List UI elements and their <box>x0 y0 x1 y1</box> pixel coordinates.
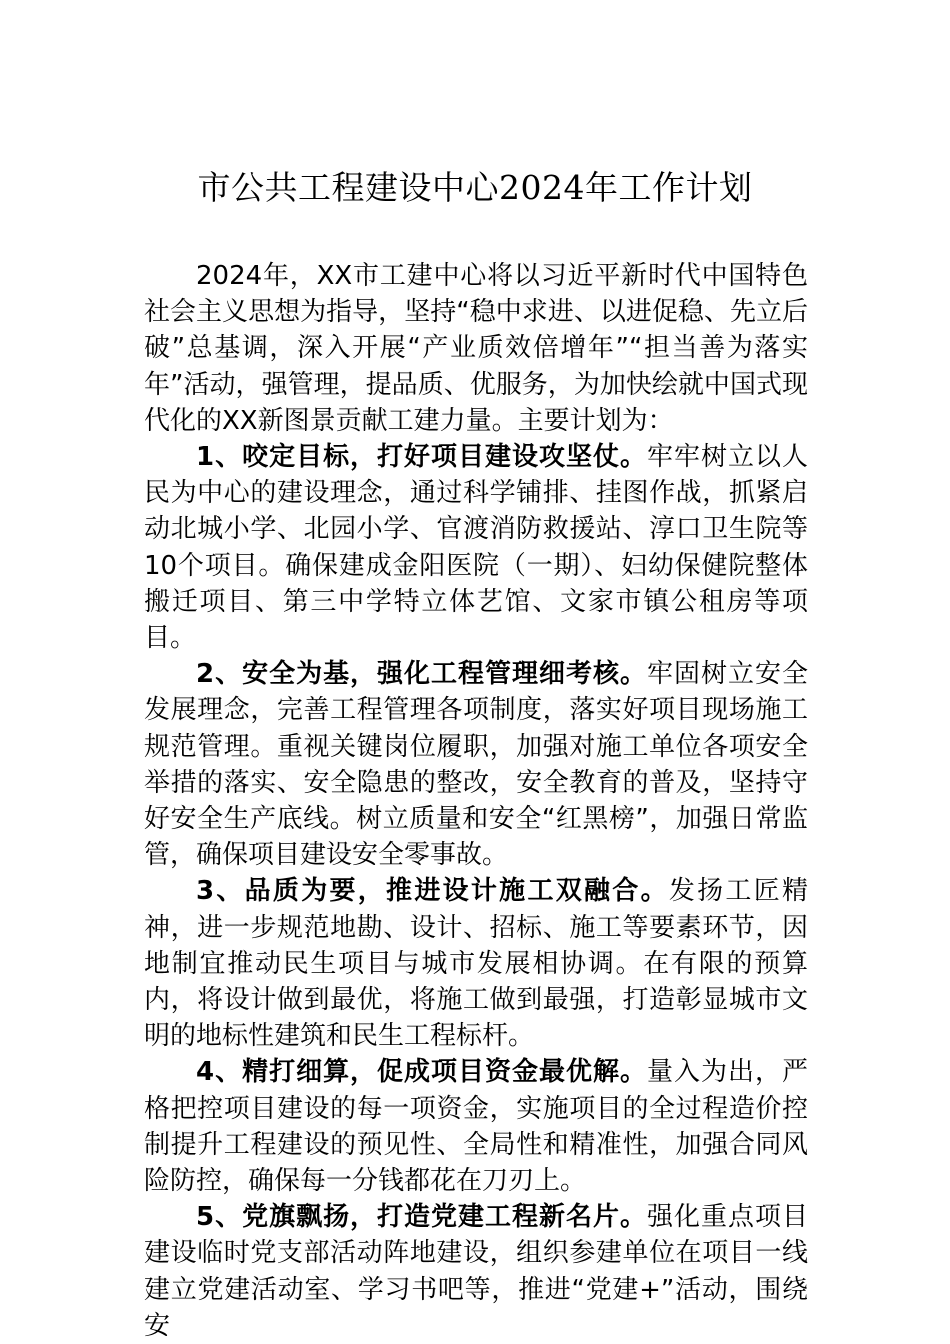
section-1-paragraph <box>144 439 808 656</box>
intro-paragraph: 2024年，XX市工建中心将以习近平新时代中国特色社会主义思想为指导，坚持“稳中求进、以进促稳、先立后破”总基调，深入开展“产业质效倍增年”“担当善为落实年”活动，强管理，提品质、优服务，为加快绘就中国式现代化的XX新图景贡献工建力量。主要计划为： <box>144 261 808 436</box>
document-body <box>144 258 808 1344</box>
section-5-text: 强化重点项目建设临时党支部活动阵地建设，组织参建单位在项目一线建立党建活动室、学习书吧等，推进“党建+”活动，围绕安 <box>144 1202 808 1341</box>
section-1-text: 牢牢树立以人民为中心的建设理念，通过科学铺排、挂图作战，抓紧启动北城小学、北园小学、官渡消防救援站、淳口卫生院等10个项目。确保建成金阳医院（一期）、妇幼保健院整体搬迁项目、第三中学特立体艺馆、文家市镇公租房等项目。 <box>144 442 808 654</box>
section-4-text: 量入为出，严格把控项目建设的每一项资金，实施项目的全过程造价控制提升工程建设的预见性、全局性和精准性，加强合同风险防控，确保每一分钱都花在刀刃上。 <box>144 1057 808 1197</box>
document-title: 市公共工程建设中心2024年工作计划 <box>197 168 753 207</box>
section-4-heading: 4、精打细算，促成项目资金最优解。 <box>196 1057 648 1088</box>
section-3-heading: 3、品质为要，推进设计施工双融合。 <box>196 876 669 907</box>
section-2-heading: 2、安全为基，强化工程管理细考核。 <box>196 659 648 690</box>
section-2-text: 牢固树立安全发展理念，完善工程管理各项制度，落实好项目现场施工规范管理。重视关键岗位履职，加强对施工单位各项安全举措的落实、安全隐患的整改，安全教育的普及，坚持守好安全生产底线。树立质量和安全“红黑榜”，加强日常监管，确保项目建设安全零事故。 <box>144 659 808 871</box>
section-5-paragraph <box>144 1199 808 1344</box>
section-1-heading: 1、咬定目标，打好项目建设攻坚仗。 <box>196 442 648 473</box>
section-2-paragraph <box>144 656 808 873</box>
section-3-paragraph <box>144 873 808 1054</box>
section-3-text: 发扬工匠精神，进一步规范地勘、设计、招标、施工等要素环节，因地制宜推动民生项目与城市发展相协调。在有限的预算内，将设计做到最优，将施工做到最强，打造彰显城市文明的地标性建筑和民生工程标杆。 <box>144 876 808 1052</box>
section-5-heading: 5、党旗飘扬，打造党建工程新名片。 <box>196 1202 648 1233</box>
section-4-paragraph <box>144 1054 808 1199</box>
